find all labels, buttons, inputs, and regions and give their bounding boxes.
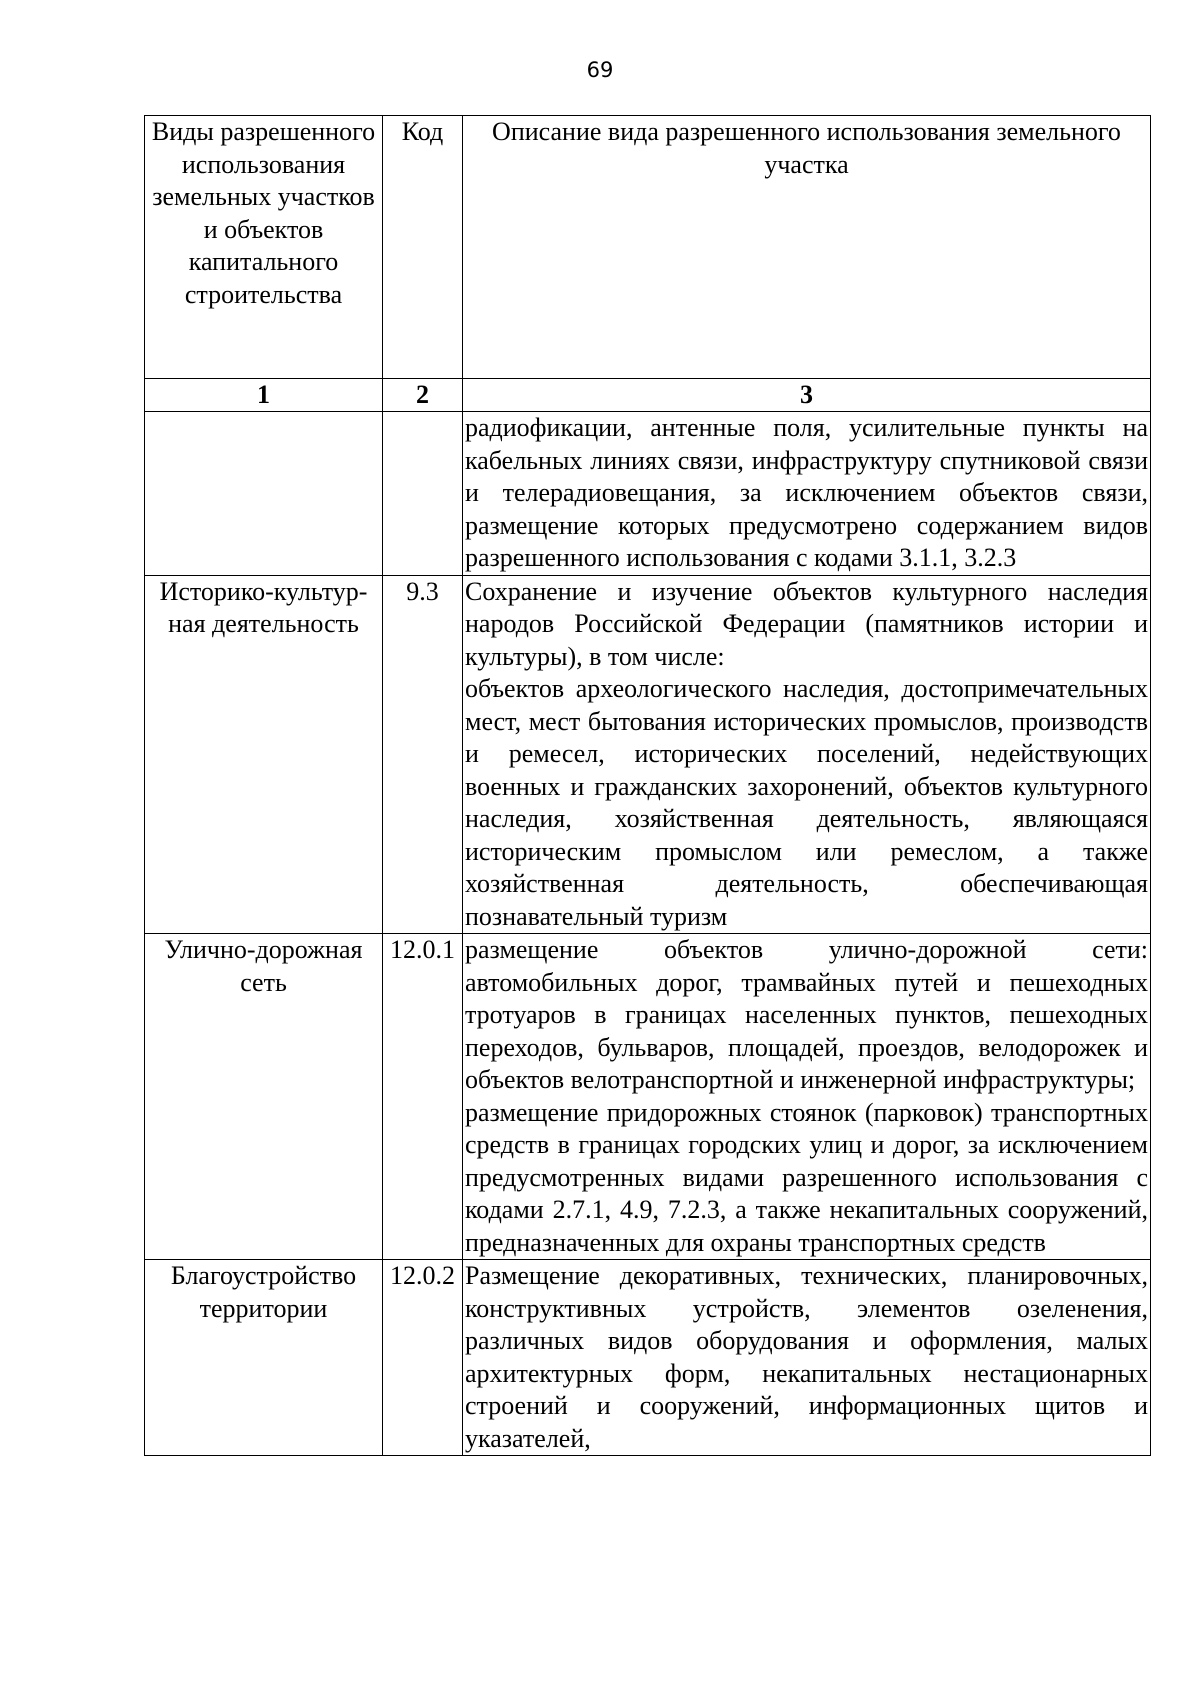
land-use-code bbox=[383, 412, 463, 576]
header-description: Описание вида разрешенного использования земельного участка bbox=[463, 116, 1151, 379]
table-row bbox=[145, 575, 1151, 934]
description-paragraph: объектов археологического наследия, достопримечательных мест, мест бытования исторических промыслов, производств и ремесел, исторических поселений, недействующих военных и гражданских захоронений, объектов культурного наследия, хозяйственная деятельность, являющаяся историческим промыслом или ремеслом, а также хозяйственная деятельность, обеспечивающая познавательный туризм bbox=[465, 674, 1148, 931]
land-use-name bbox=[145, 412, 383, 576]
land-use-name: Улично-дорожная сеть bbox=[145, 934, 383, 1260]
page-number: 69 bbox=[586, 58, 614, 82]
table-header-row bbox=[145, 116, 1151, 379]
land-use-code: 12.0.2 bbox=[383, 1260, 463, 1456]
description-paragraph: размещение придорожных стоянок (парковок) транспортных средств в границах городских улиц и дорог, за исключением предусмотренных видами разрешенного использования с кодами 2.7.1, 4.9, 7.2.3, а также некапитальных сооружений, предназначенных для охраны транспортных средств bbox=[465, 1097, 1148, 1257]
description-paragraph: радиофикации, антенные поля, усилительные пункты на кабельных линиях связи, инфраструктуру спутниковой связи и телерадиовещания, за исключением объектов связи, размещение которых предусмотрено содержанием видов разрешенного использования с кодами 3.1.1, 3.2.3 bbox=[465, 413, 1148, 572]
land-use-name: Благоустройство территории bbox=[145, 1260, 383, 1456]
column-number: 1 bbox=[145, 379, 383, 412]
header-land-use-type: Виды разрешенного использования земельных участков и объектов капитального строительства bbox=[145, 116, 383, 379]
land-use-code: 9.3 bbox=[383, 575, 463, 934]
column-number-row bbox=[145, 379, 1151, 412]
land-use-description bbox=[463, 934, 1151, 1260]
description-paragraph: размещение объектов улично-дорожной сети: автомобильных дорог, трамвайных путей и пешеходных тротуаров в границах населенных пунктов, пешеходных переходов, бульваров, площадей, проездов, велодорожек и объектов велотранспортной и инженерной инфраструктуры; bbox=[465, 935, 1148, 1094]
table-row bbox=[145, 934, 1151, 1260]
land-use-description bbox=[463, 575, 1151, 934]
land-use-code: 12.0.1 bbox=[383, 934, 463, 1260]
land-use-table bbox=[144, 115, 1151, 1456]
table-row bbox=[145, 412, 1151, 576]
header-code: Код bbox=[383, 116, 463, 379]
column-number: 2 bbox=[383, 379, 463, 412]
land-use-description bbox=[463, 1260, 1151, 1456]
description-paragraph: Размещение декоративных, технических, планировочных, конструктивных устройств, элементов озеленения, различных видов оборудования и оформления, малых архитектурных форм, некапитальных нестационарных строений и сооружений, информационных щитов и указателей, bbox=[465, 1261, 1148, 1453]
land-use-name: Историко-культур-ная деятельность bbox=[145, 575, 383, 934]
description-paragraph: Сохранение и изучение объектов культурного наследия народов Российской Федерации (памятников истории и культуры), в том числе: bbox=[465, 576, 1148, 671]
table-row bbox=[145, 1260, 1151, 1456]
column-number: 3 bbox=[463, 379, 1151, 412]
land-use-description bbox=[463, 412, 1151, 576]
